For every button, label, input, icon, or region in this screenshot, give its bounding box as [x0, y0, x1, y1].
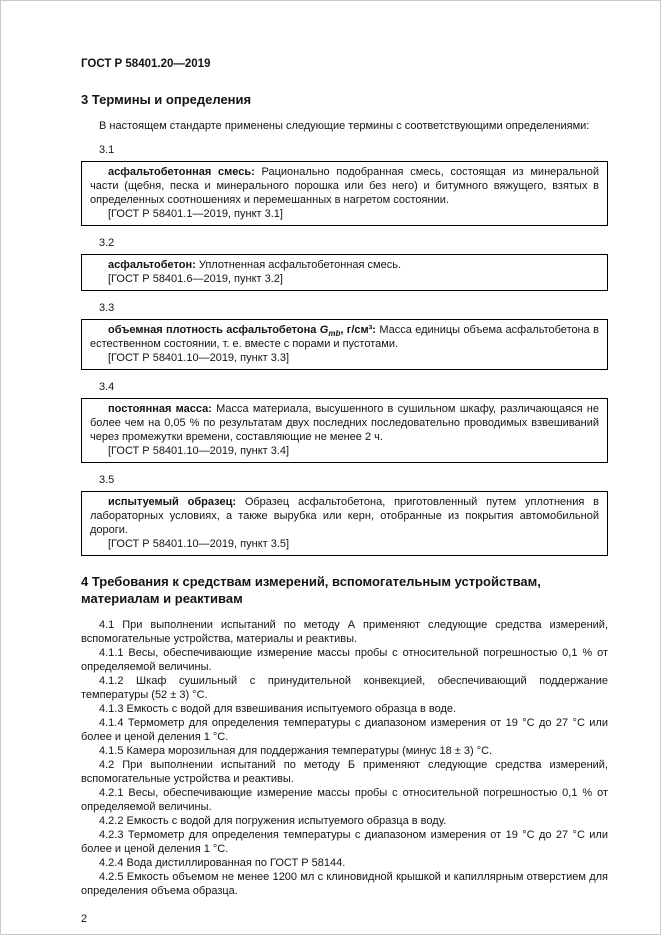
section-4-title: 4 Требования к средствам измерений, вспомогательным устройствам, материалам и реактивам — [81, 574, 541, 606]
term-definition-3-1: Рационально подобранная смесь, состоящая из минеральной части (щебня, песка и минерального порошка или без него) и битумного вяжущего, взятых в определенных соотношениях и перемешанных в нагретом состоянии. — [90, 166, 599, 206]
para-4-1-5: 4.1.5 Камера морозильная для поддержания температуры (минус 18 ± 3) °С. — [99, 745, 493, 757]
term-source-3-3: [ГОСТ Р 58401.10—2019, пункт 3.3] — [108, 352, 290, 364]
definition-box-3-5 — [81, 491, 608, 556]
term-entry-3-2 — [90, 258, 599, 272]
term-symbol-3-3: G — [319, 324, 329, 336]
para-4-2-5: 4.2.5 Емкость объемом не менее 1200 мл с клиновидной крышкой и капиллярным отверстием для определения объема образца. — [81, 871, 608, 897]
term-definition-3-4: Масса материала, высушенного в сушильном шкафу, различающаяся не более чем на 0,05 % по результатам двух последних последовательно проводимых взвешиваний через промежутки времени, составляющие не менее 2 ч. — [90, 403, 599, 443]
term-unit-3-3: , г/см³: — [340, 324, 376, 336]
term-source-3-4: [ГОСТ Р 58401.10—2019, пункт 3.4] — [108, 445, 290, 457]
definition-box-3-1 — [81, 161, 608, 226]
term-source-3-2: [ГОСТ Р 58401.6—2019, пункт 3.2] — [108, 273, 283, 285]
section-3-title: 3 Термины и определения — [81, 92, 252, 107]
para-4-1-3: 4.1.3 Емкость с водой для взвешивания испытуемого образца в воде. — [99, 703, 457, 715]
para-4-2-4: 4.2.4 Вода дистиллированная по ГОСТ Р 58144. — [99, 857, 346, 869]
term-name-3-2: асфальтобетон: — [108, 259, 196, 271]
term-name-3-4: постоянная масса: — [108, 403, 212, 415]
term-entry-3-3 — [90, 323, 599, 351]
para-4-2: 4.2 При выполнении испытаний по методу Б применяют следующие средства измерений, вспомогательные устройства и реактивы. — [81, 759, 608, 785]
term-number-3-1: 3.1 — [99, 144, 115, 156]
definition-box-3-3 — [81, 319, 608, 370]
term-name-3-5: испытуемый образец: — [108, 496, 236, 508]
term-entry-3-5 — [90, 495, 599, 537]
para-4-2-3: 4.2.3 Термометр для определения температуры с диапазоном измерения от 19 °С до 27 °С или более и ценой деления 1 °С. — [81, 829, 608, 855]
term-name-3-3: объемная плотность асфальтобетона — [108, 324, 317, 336]
term-number-3-4: 3.4 — [99, 381, 115, 393]
definition-box-3-4 — [81, 398, 608, 463]
para-4-2-2: 4.2.2 Емкость с водой для погружения испытуемого образца в воду. — [99, 815, 447, 827]
term-entry-3-1 — [90, 165, 599, 207]
para-4-1-4: 4.1.4 Термометр для определения температуры с диапазоном измерения от 19 °С до 27 °С или более и ценой деления 1 °С. — [81, 717, 608, 743]
term-source-3-5: [ГОСТ Р 58401.10—2019, пункт 3.5] — [108, 538, 290, 550]
term-symbol-subscript-3-3: mb — [328, 329, 341, 339]
para-4-2-1: 4.2.1 Весы, обеспечивающие измерение массы пробы с относительной погрешностью 0,1 % от определяемой величины. — [81, 787, 608, 813]
document-header: ГОСТ Р 58401.20—2019 — [81, 58, 211, 70]
page-number: 2 — [81, 913, 88, 925]
term-number-3-3: 3.3 — [99, 302, 115, 314]
term-entry-3-4 — [90, 402, 599, 444]
term-definition-3-2: Уплотненная асфальтобетонная смесь. — [198, 259, 402, 271]
term-source-3-1: [ГОСТ Р 58401.1—2019, пункт 3.1] — [108, 208, 283, 220]
term-number-3-5: 3.5 — [99, 474, 115, 486]
term-definition-3-5: Образец асфальтобетона, приготовленный путем уплотнения в лабораторных условиях, а также вырубка или керн, отобранные из покрытия автомобильной дороги. — [90, 496, 599, 536]
para-4-1: 4.1 При выполнении испытаний по методу А применяют следующие средства измерений, вспомогательные устройства, материалы и реактивы. — [81, 619, 608, 645]
para-4-1-1: 4.1.1 Весы, обеспечивающие измерение массы пробы с относительной погрешностью 0,1 % от определяемой величины. — [81, 647, 608, 673]
term-definition-3-3: Масса единицы объема асфальтобетона в естественном состоянии, т. е. вместе с порами и пустотами. — [90, 324, 599, 350]
para-4-1-2: 4.1.2 Шкаф сушильный с принудительной конвекцией, обеспечивающий поддержание температуры (52 ± 3) °С. — [81, 675, 608, 701]
section-3-intro: В настоящем стандарте применены следующие термины с соответствующими определениями: — [99, 120, 590, 132]
term-number-3-2: 3.2 — [99, 237, 115, 249]
definition-box-3-2 — [81, 254, 608, 291]
term-name-3-1: асфальтобетонная смесь: — [108, 166, 255, 178]
